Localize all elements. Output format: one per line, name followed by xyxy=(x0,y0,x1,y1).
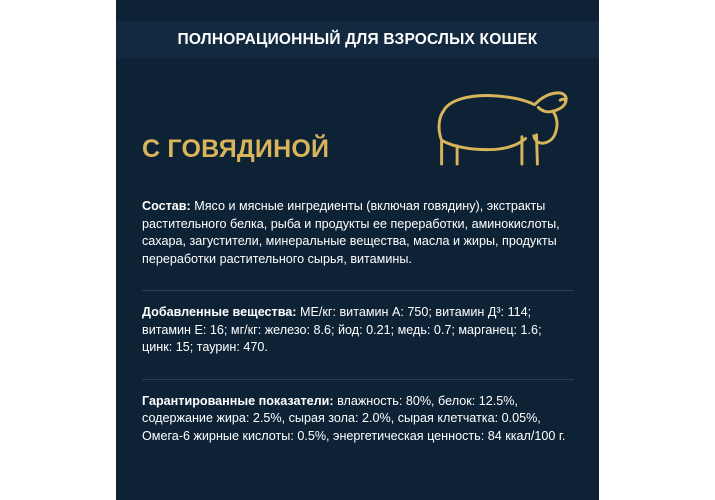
additives-section xyxy=(142,304,574,357)
header-title: ПОЛНОРАЦИОННЫЙ ДЛЯ ВЗРОСЛЫХ КОШЕК xyxy=(177,30,538,48)
left-margin xyxy=(0,0,116,500)
composition-section xyxy=(142,198,574,268)
flavor-title: С ГОВЯДИНОЙ xyxy=(142,135,330,163)
guaranteed-analysis-body: влажность: 80%, белок: 12.5%, содержание жира: 2.5%, сырая зола: 2.0%, сырая клетчатка: 0.05%, Омега-6 жирные кислоты: 0.5%, энергетическая ценность: 84 ккал/100 г. xyxy=(142,393,566,443)
flavor-row xyxy=(116,62,599,184)
header-band xyxy=(116,21,599,58)
nutrition-sections xyxy=(142,198,574,467)
additives-heading: Добавленные вещества: xyxy=(142,305,297,319)
section-divider xyxy=(142,379,574,380)
composition-body: Мясо и мясные ингредиенты (включая говядину), экстракты растительного белка, рыба и продукты ее переработки, аминокислоты, сахара, загустители, минеральные вещества, масла и жиры, продукты переработки растительного сырья, витамины. xyxy=(142,199,560,266)
guaranteed-analysis-section xyxy=(142,393,574,446)
additives-body: МЕ/кг: витамин А: 750; витамин Д³: 114; витамин Е: 16; мг/кг: железо: 8.6; йод: 0.21; медь: 0.7; марганец: 1.6; цинк: 15; таурин: 470. xyxy=(142,305,542,354)
section-divider xyxy=(142,290,574,291)
composition-heading: Состав: xyxy=(142,199,191,213)
package-label xyxy=(116,0,599,500)
right-margin xyxy=(599,0,715,500)
cow-icon xyxy=(427,80,573,176)
guaranteed-analysis-heading: Гарантированные показатели: xyxy=(142,393,334,408)
